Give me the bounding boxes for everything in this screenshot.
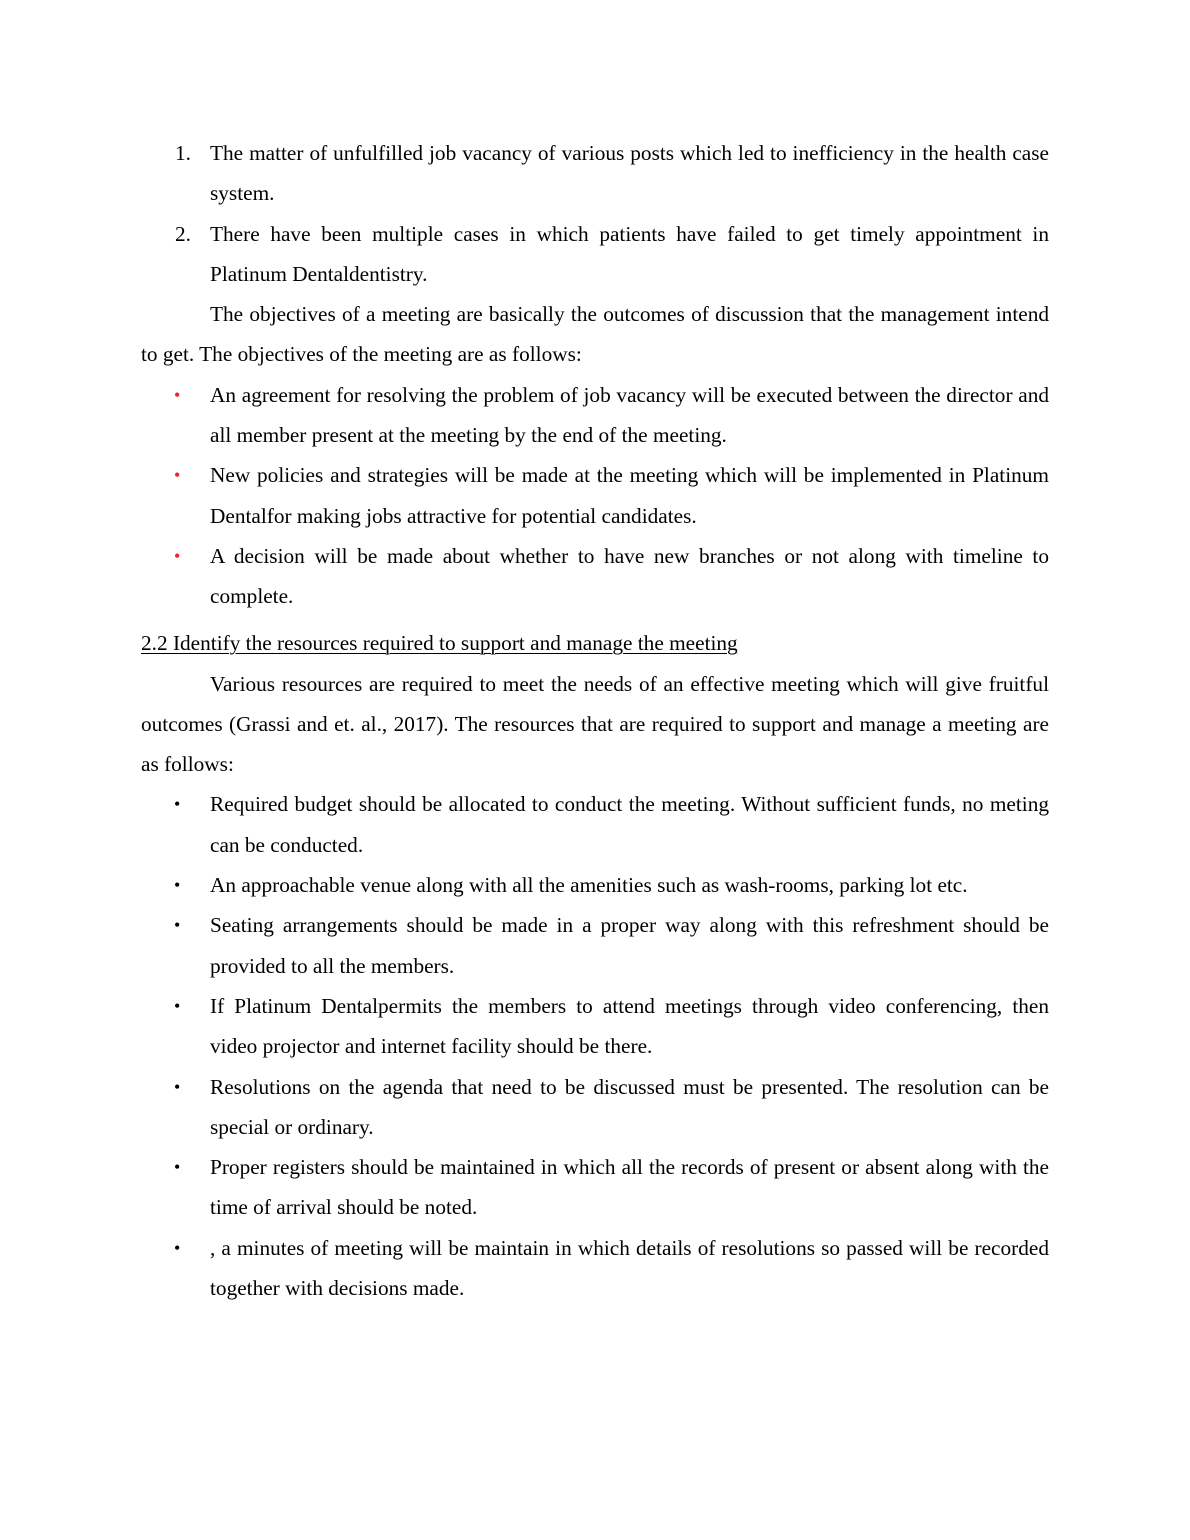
list-item	[141, 536, 1049, 617]
list-item	[141, 455, 1049, 536]
bullet-icon: •	[174, 1076, 181, 1097]
objectives-intro-paragraph: The objectives of a meeting are basically the outcomes of discussion that the management intend to get. The objectives of the meeting are as follows:	[141, 302, 1049, 367]
resources-intro-paragraph: Various resources are required to meet the needs of an effective meeting which will give fruitful outcomes (Grassi and et. al., 2017). The resources that are required to support and manage a meeting are as follows:	[141, 671, 1049, 777]
list-item-text: The matter of unfulfilled job vacancy of various posts which led to inefficiency in the health case system.	[210, 141, 1049, 206]
list-item-text: Required budget should be allocated to conduct the meeting. Without sufficient funds, no meting can be conducted.	[210, 792, 1049, 857]
resources-bullet-list	[141, 784, 1049, 1308]
list-item	[141, 905, 1049, 986]
list-item-text: New policies and strategies will be made at the meeting which will be implemented in Platinum Dentalfor making jobs attractive for potential candidates.	[210, 463, 1049, 528]
list-number: 2.	[175, 221, 191, 246]
list-item	[141, 1067, 1049, 1148]
list-item-text: If Platinum Dentalpermits the members to attend meetings through video conferencing, then video projector and internet facility should be there.	[210, 993, 1049, 1059]
list-item	[141, 375, 1049, 456]
list-item	[141, 1228, 1049, 1309]
bullet-icon: •	[174, 1237, 181, 1258]
bullet-icon: •	[174, 875, 181, 896]
list-item-text: A decision will be made about whether to have new branches or not along with timeline to complete.	[210, 543, 1049, 609]
list-item	[141, 784, 1049, 865]
list-number: 1.	[175, 141, 191, 165]
bullet-icon: •	[174, 1157, 181, 1178]
section-heading: 2.2 Identify the resources required to support and manage the meeting	[141, 630, 738, 655]
bullet-icon: •	[174, 465, 181, 486]
list-item-text: , a minutes of meeting will be maintain in which details of resolutions so passed will be recorded together with decisions made.	[210, 1235, 1049, 1301]
list-item	[141, 986, 1049, 1067]
bullet-icon: •	[174, 995, 181, 1016]
bullet-icon: •	[174, 384, 181, 405]
list-item	[141, 133, 1049, 214]
list-item	[141, 865, 1049, 905]
list-item	[141, 214, 1049, 295]
list-item-text: Resolutions on the agenda that need to be discussed must be presented. The resolution can be special or ordinary.	[210, 1074, 1049, 1139]
list-item-text: An approachable venue along with all the amenities such as wash-rooms, parking lot etc.	[210, 873, 968, 898]
bullet-icon: •	[174, 794, 181, 815]
list-item-text: Proper registers should be maintained in which all the records of present or absent along with the time of arrival should be noted.	[210, 1155, 1049, 1220]
list-item	[141, 1147, 1049, 1228]
list-item-text: Seating arrangements should be made in a proper way along with this refreshment should be provided to all the members.	[210, 913, 1049, 978]
document-page	[141, 133, 1049, 1308]
bullet-icon: •	[174, 545, 181, 566]
list-item-text: An agreement for resolving the problem of job vacancy will be executed between the director and all member present at the meeting by the end of the meeting.	[210, 382, 1049, 448]
bullet-icon: •	[174, 915, 181, 936]
list-item-text: There have been multiple cases in which patients have failed to get timely appointment in Platinum Dentaldentistry.	[210, 221, 1049, 286]
objectives-bullet-list	[141, 375, 1049, 617]
problem-numbered-list	[141, 133, 1049, 294]
